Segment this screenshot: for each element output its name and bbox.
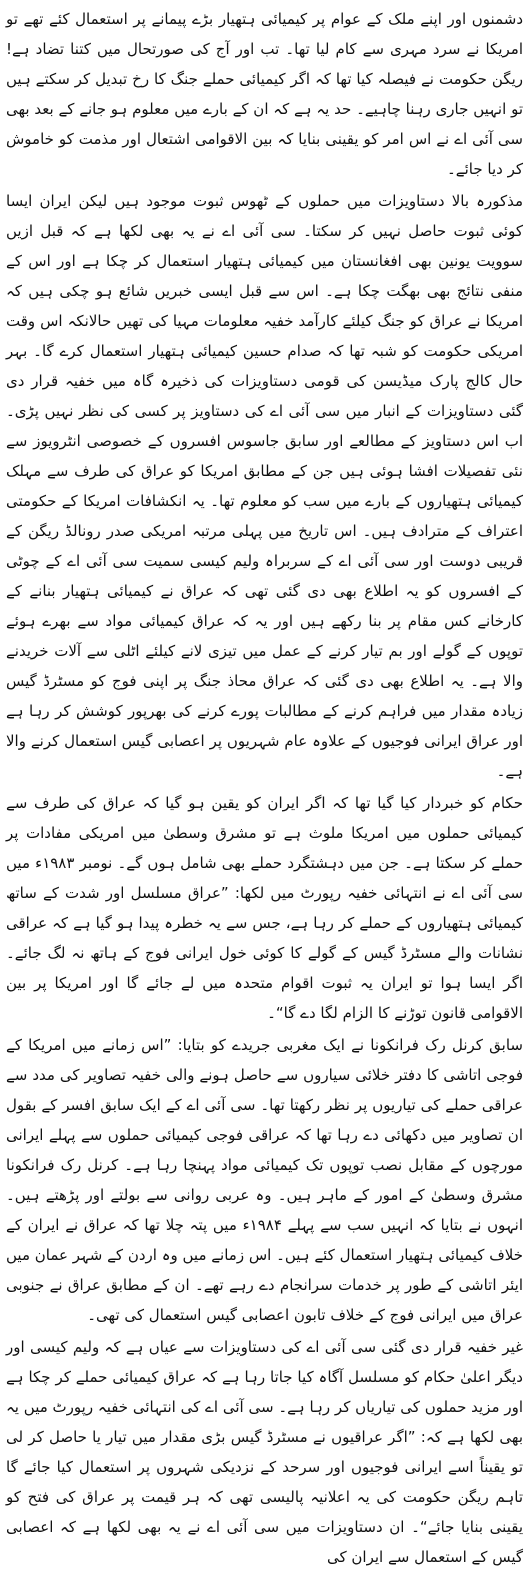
article-paragraph-3: حکام کو خبردار کیا گیا تھا کہ اگر ایران کو یقین ہو گیا کہ عراق کی طرف سے کیمیائی حملوں میں امریکا ملوث ہے تو مشرق وسطیٰ میں امریکی مفادات پر حملے کر سکتا ہے۔ جن میں دہشتگرد حملے بھی شامل ہوں گے۔ نومبر ۱۹۸۳ء میں سی آئی اے نے انتہائی خفیہ رپورٹ میں لکھا: ”عراق مسلسل اور شدت کے ساتھ کیمیائی ہتھیاروں کے حملے کر رہا ہے، جس سے یہ خطرہ پیدا ہو گیا ہے کہ عراقی نشانات والے مسٹرڈ گیس کے گولے کا کوئی خول ایرانی فوج کے ہاتھ نہ لگ جائے۔ اگر ایسا ہوا تو ایران یہ ثبوت اقوام متحدہ میں لے جائے گا اور امریکا پر بین الاقوامی قانون توڑنے کا الزام لگا دے گا“۔	[6, 794, 523, 1022]
article-paragraph-1: دشمنوں اور اپنے ملک کے عوام پر کیمیائی ہتھیار بڑے پیمانے پر استعمال کئے تھے تو امریکا نے سرد مہری سے کام لیا تھا۔ تب اور آج کی صورتحال میں کتنا تضاد ہے! ریگن حکومت نے فیصلہ کیا تھا کہ اگر کیمیائی حملے جنگ کا رخ تبدیل کر سکتے ہیں تو انہیں جاری رہنا چاہیے۔ حد یہ ہے کہ ان کے بارے میں معلوم ہو جانے کے بعد بھی سی آئی اے نے اس امر کو یقینی بنایا کہ بین الاقوامی اشتعال اور مذمت کو خاموش کر دیا جائے۔	[6, 10, 523, 178]
article-paragraph-2: مذکورہ بالا دستاویزات میں حملوں کے ٹھوس ثبوت موجود ہیں لیکن ایران ایسا کوئی ثبوت حاصل نہیں کر سکتا۔ سی آئی اے نے یہ بھی لکھا ہے کہ قبل ازیں سوویت یونین بھی افغانستان میں کیمیائی ہتھیار استعمال کر چکا ہے اور اس کے منفی نتائج بھی بھگت چکا ہے۔ اس سے قبل ایسی خبریں شائع ہو چکی ہیں کہ امریکا نے عراق کو جنگ کیلئے کارآمد خفیہ معلومات مہیا کی تھیں حالانکہ اس وقت امریکی حکومت کو شبہ تھا کہ صدام حسین کیمیائی ہتھیار استعمال کرے گا۔ بہر حال کالج پارک میڈیسن کی قومی دستاویزات کی ذخیرہ گاہ میں خفیہ قرار دی گئی دستاویزات کے انبار میں سی آئی اے کی دستاویز پر کسی کی نظر نہیں پڑی۔ اب اس دستاویز کے مطالعے اور سابق جاسوس افسروں کے خصوصی انٹرویوز سے نئی تفصیلات افشا ہوئی ہیں جن کے مطابق امریکا کو عراق کی طرف سے مہلک کیمیائی ہتھیاروں کے بارے میں سب کو معلوم تھا۔ یہ انکشافات امریکا کے حکومتی اعتراف کے مترادف ہیں۔ اس تاریخ میں پہلی مرتبہ امریکی صدر رونالڈ ریگن کے قریبی دوست اور سی آئی اے کے سربراہ ولیم کیسی سمیت سی آئی اے کے چوٹی کے افسروں کو یہ اطلاع بھی دی گئی تھی کہ عراق نے کیمیائی ہتھیار بنانے کے کارخانے کس مقام پر بنا رکھے ہیں اور یہ کہ عراق کیمیائی مواد سے بھرے ہوئے توپوں کے گولے اور بم تیار کرنے کے عمل میں تیزی لانے کیلئے اٹلی سے آلات خریدنے والا ہے۔ یہ اطلاع بھی دی گئی کہ عراق محاذ جنگ پر اپنی فوج کو مسٹرڈ گیس زیادہ مقدار میں فراہم کرنے کے مطالبات پورے کرنے کی بھرپور کوشش کر رہا ہے اور عراق ایرانی فوجیوں کے علاوہ عام شہریوں پر اعصابی گیس استعمال کرنے والا ہے۔	[6, 192, 523, 780]
article-paragraph-4: سابق کرنل رک فرانکونا نے ایک مغربی جریدے کو بتایا: ”اس زمانے میں امریکا کے فوجی اتاشی کا دفتر خلائی سیاروں سے حاصل ہونے والی خفیہ تصاویر کی مدد سے عراقی حملے کی تیاریوں پر نظر رکھتا تھا۔ سی آئی اے کے ایک سابق افسر کے بقول ان تصاویر میں دکھائی دے رہا تھا کہ عراقی فوجی کیمیائی حملوں سے پہلے ایرانی مورچوں کے مقابل نصب توپوں تک کیمیائی مواد پہنچا رہا ہے۔ کرنل رک فرانکونا مشرق وسطیٰ کے امور کے ماہر ہیں۔ وہ عربی روانی سے بولتے اور پڑھتے ہیں۔ انہوں نے بتایا کہ انہیں سب سے پہلے ۱۹۸۴ء میں پتہ چلا تھا کہ عراق نے ایران کے خلاف کیمیائی ہتھیار استعمال کئے ہیں۔ اس زمانے میں وہ اردن کے شہر عمان میں ایئر اتاشی کے طور پر خدمات سرانجام دے رہے تھے۔ ان کے مطابق عراق نے جنوبی عراق میں ایرانی فوج کے خلاف تابون اعصابی گیس استعمال کی تھی۔	[6, 1036, 523, 1324]
article-paragraph-5: غیر خفیہ قرار دی گئی سی آئی اے کی دستاویزات سے عیاں ہے کہ ولیم کیسی اور دیگر اعلیٰ حکام کو مسلسل آگاہ کیا جاتا رہا ہے کہ عراق کیمیائی حملے کر چکا ہے اور مزید حملوں کی تیاریاں کر رہا ہے۔ سی آئی اے کی انتہائی خفیہ رپورٹ میں یہ بھی لکھا ہے کہ: ”اگر عراقیوں نے مسٹرڈ گیس بڑی مقدار میں تیار یا حاصل کر لی تو یقیناً اسے ایرانی فوجیوں اور سرحد کے نزدیکی شہروں پر استعمال کیا جائے گا تاہم ریگن حکومت کی یہ اعلانیہ پالیسی تھی کہ ہر قیمت پر عراق کی فتح کو یقینی بنایا جائے“۔ ان دستاویزات میں سی آئی اے نے یہ بھی لکھا ہے کہ اعصابی گیس کے استعمال سے ایران کی	[6, 1338, 523, 1566]
